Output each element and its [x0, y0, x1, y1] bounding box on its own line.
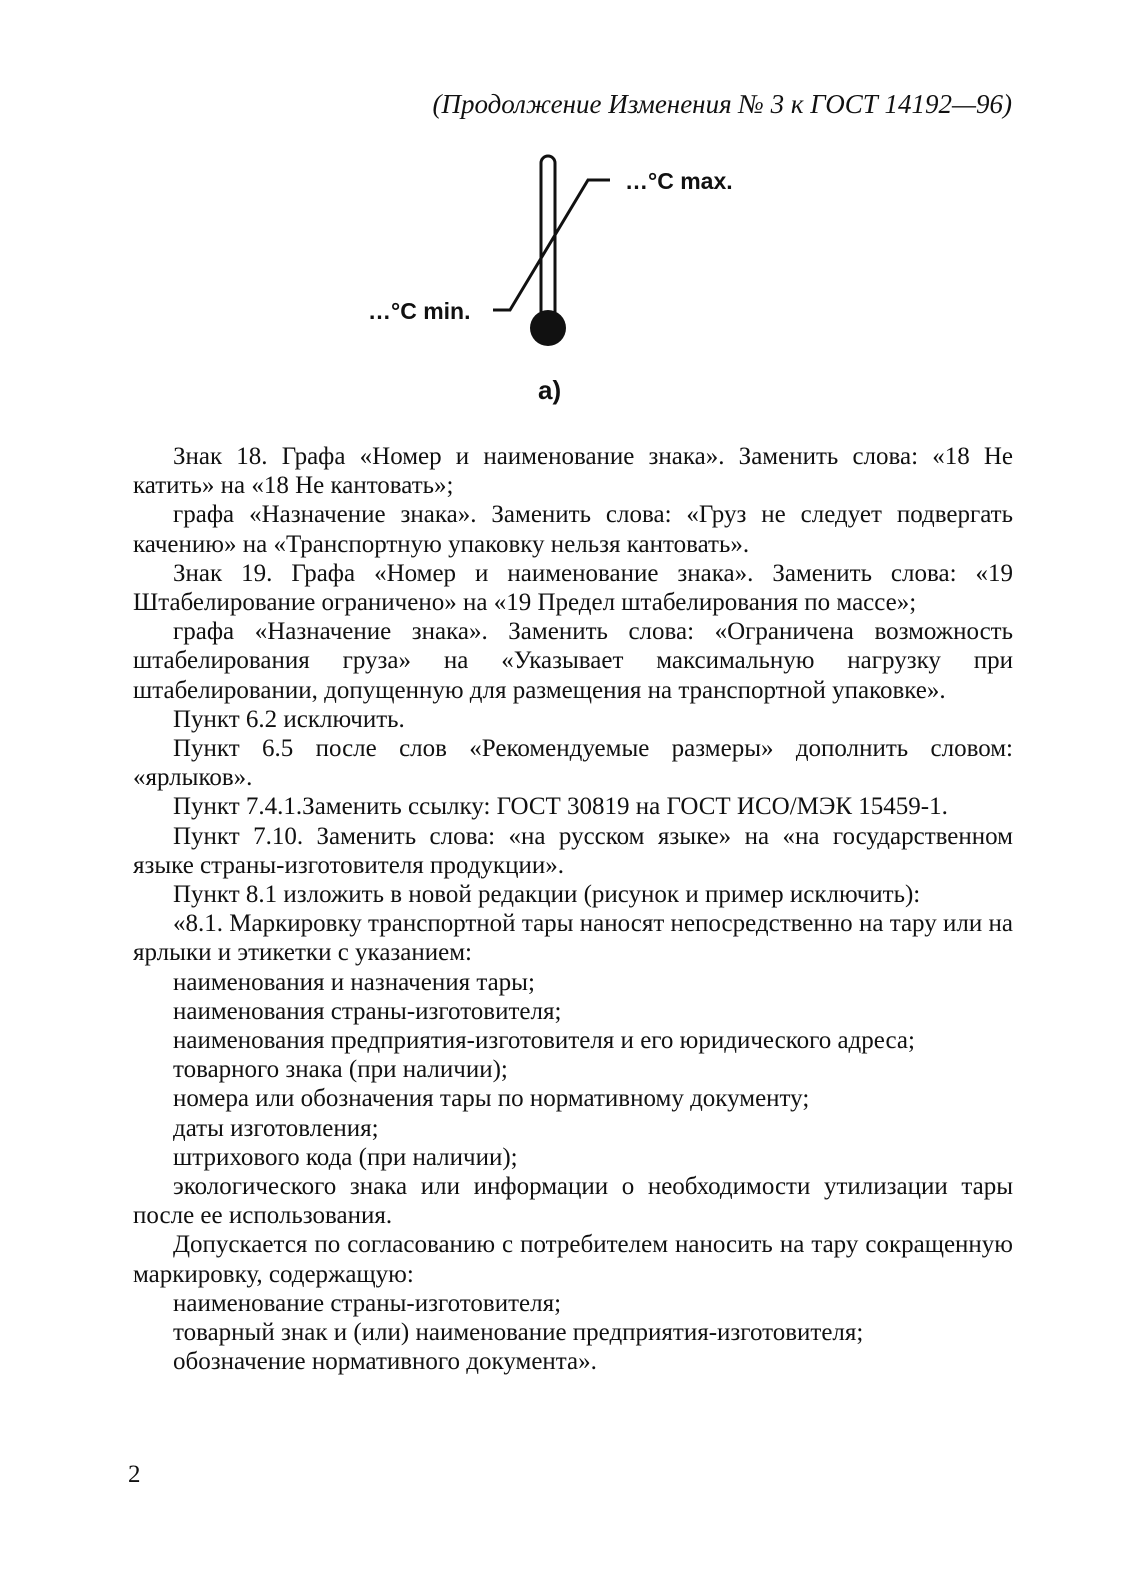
paragraph: Знак 19. Графа «Номер и наименование знака». Заменить слова: «19 Штабелирование ограничено» на «19 Предел штабелирования по массе»;	[133, 559, 1013, 617]
paragraph: Пункт 6.5 после слов «Рекомендуемые размеры» дополнить словом: «ярлыков».	[133, 735, 1013, 792]
amendment-text	[133, 442, 1013, 1377]
paragraph: графа «Назначение знака». Заменить слова: «Ограничена возможность штабелирования груза» на «Указывает максимальную нагрузку при штабелировании, допущенную для размещения на транспортной упаковке».	[133, 618, 1013, 704]
list-item: номера или обозначения тары по нормативному документу;	[173, 1085, 810, 1113]
paragraph: Пункт 6.2 исключить.	[173, 705, 405, 733]
max-temperature-label: …°С max.	[625, 168, 733, 194]
list-item: наименование страны-изготовителя;	[173, 1289, 562, 1317]
temperature-limits-sign	[360, 150, 780, 410]
list-item: штрихового кода (при наличии);	[173, 1143, 518, 1171]
list-item: экологического знака или информации о необходимости утилизации тары после ее использования.	[133, 1173, 1013, 1230]
list-item: обозначение нормативного документа».	[173, 1348, 597, 1376]
list-item: наименования и назначения тары;	[173, 968, 535, 996]
thermometer-bulb	[530, 310, 566, 346]
paragraph: Пункт 7.4.1.Заменить ссылку: ГОСТ 30819 на ГОСТ ИСО/МЭК 15459-1.	[173, 793, 948, 821]
continuation-header: (Продолжение Изменения № 3 к ГОСТ 14192—96)	[432, 89, 1012, 119]
list-item: наименования страны-изготовителя;	[173, 997, 562, 1025]
list-item: даты изготовления;	[173, 1114, 379, 1142]
paragraph: Знак 18. Графа «Номер и наименование знака». Заменить слова: «18 Не катить» на «18 Не кантовать»;	[133, 443, 1013, 500]
list-item: наименования предприятия-изготовителя и его юридического адреса;	[173, 1027, 915, 1055]
min-temperature-label: …°С min.	[368, 298, 471, 324]
paragraph: Допускается по согласованию с потребителем наносить на тару сокращенную маркировку, содержащую:	[133, 1231, 1013, 1288]
paragraph: «8.1. Маркировку транспортной тары наносят непосредственно на тару или на ярлыки и этикетки с указанием:	[133, 910, 1013, 967]
paragraph: Пункт 7.10. Заменить слова: «на русском языке» на «на государственном языке страны-изготовителя продукции».	[133, 822, 1013, 879]
page-number: 2	[128, 1461, 141, 1488]
list-item: товарного знака (при наличии);	[173, 1056, 508, 1084]
paragraph: Пункт 8.1 изложить в новой редакции (рисунок и пример исключить):	[173, 881, 921, 909]
paragraph: графа «Назначение знака». Заменить слова: «Груз не следует подвергать качению» на «Транспортную упаковку нельзя кантовать».	[133, 501, 1013, 558]
figure-caption: а)	[538, 375, 562, 405]
list-item: товарный знак и (или) наименование предприятия-изготовителя;	[173, 1319, 864, 1347]
